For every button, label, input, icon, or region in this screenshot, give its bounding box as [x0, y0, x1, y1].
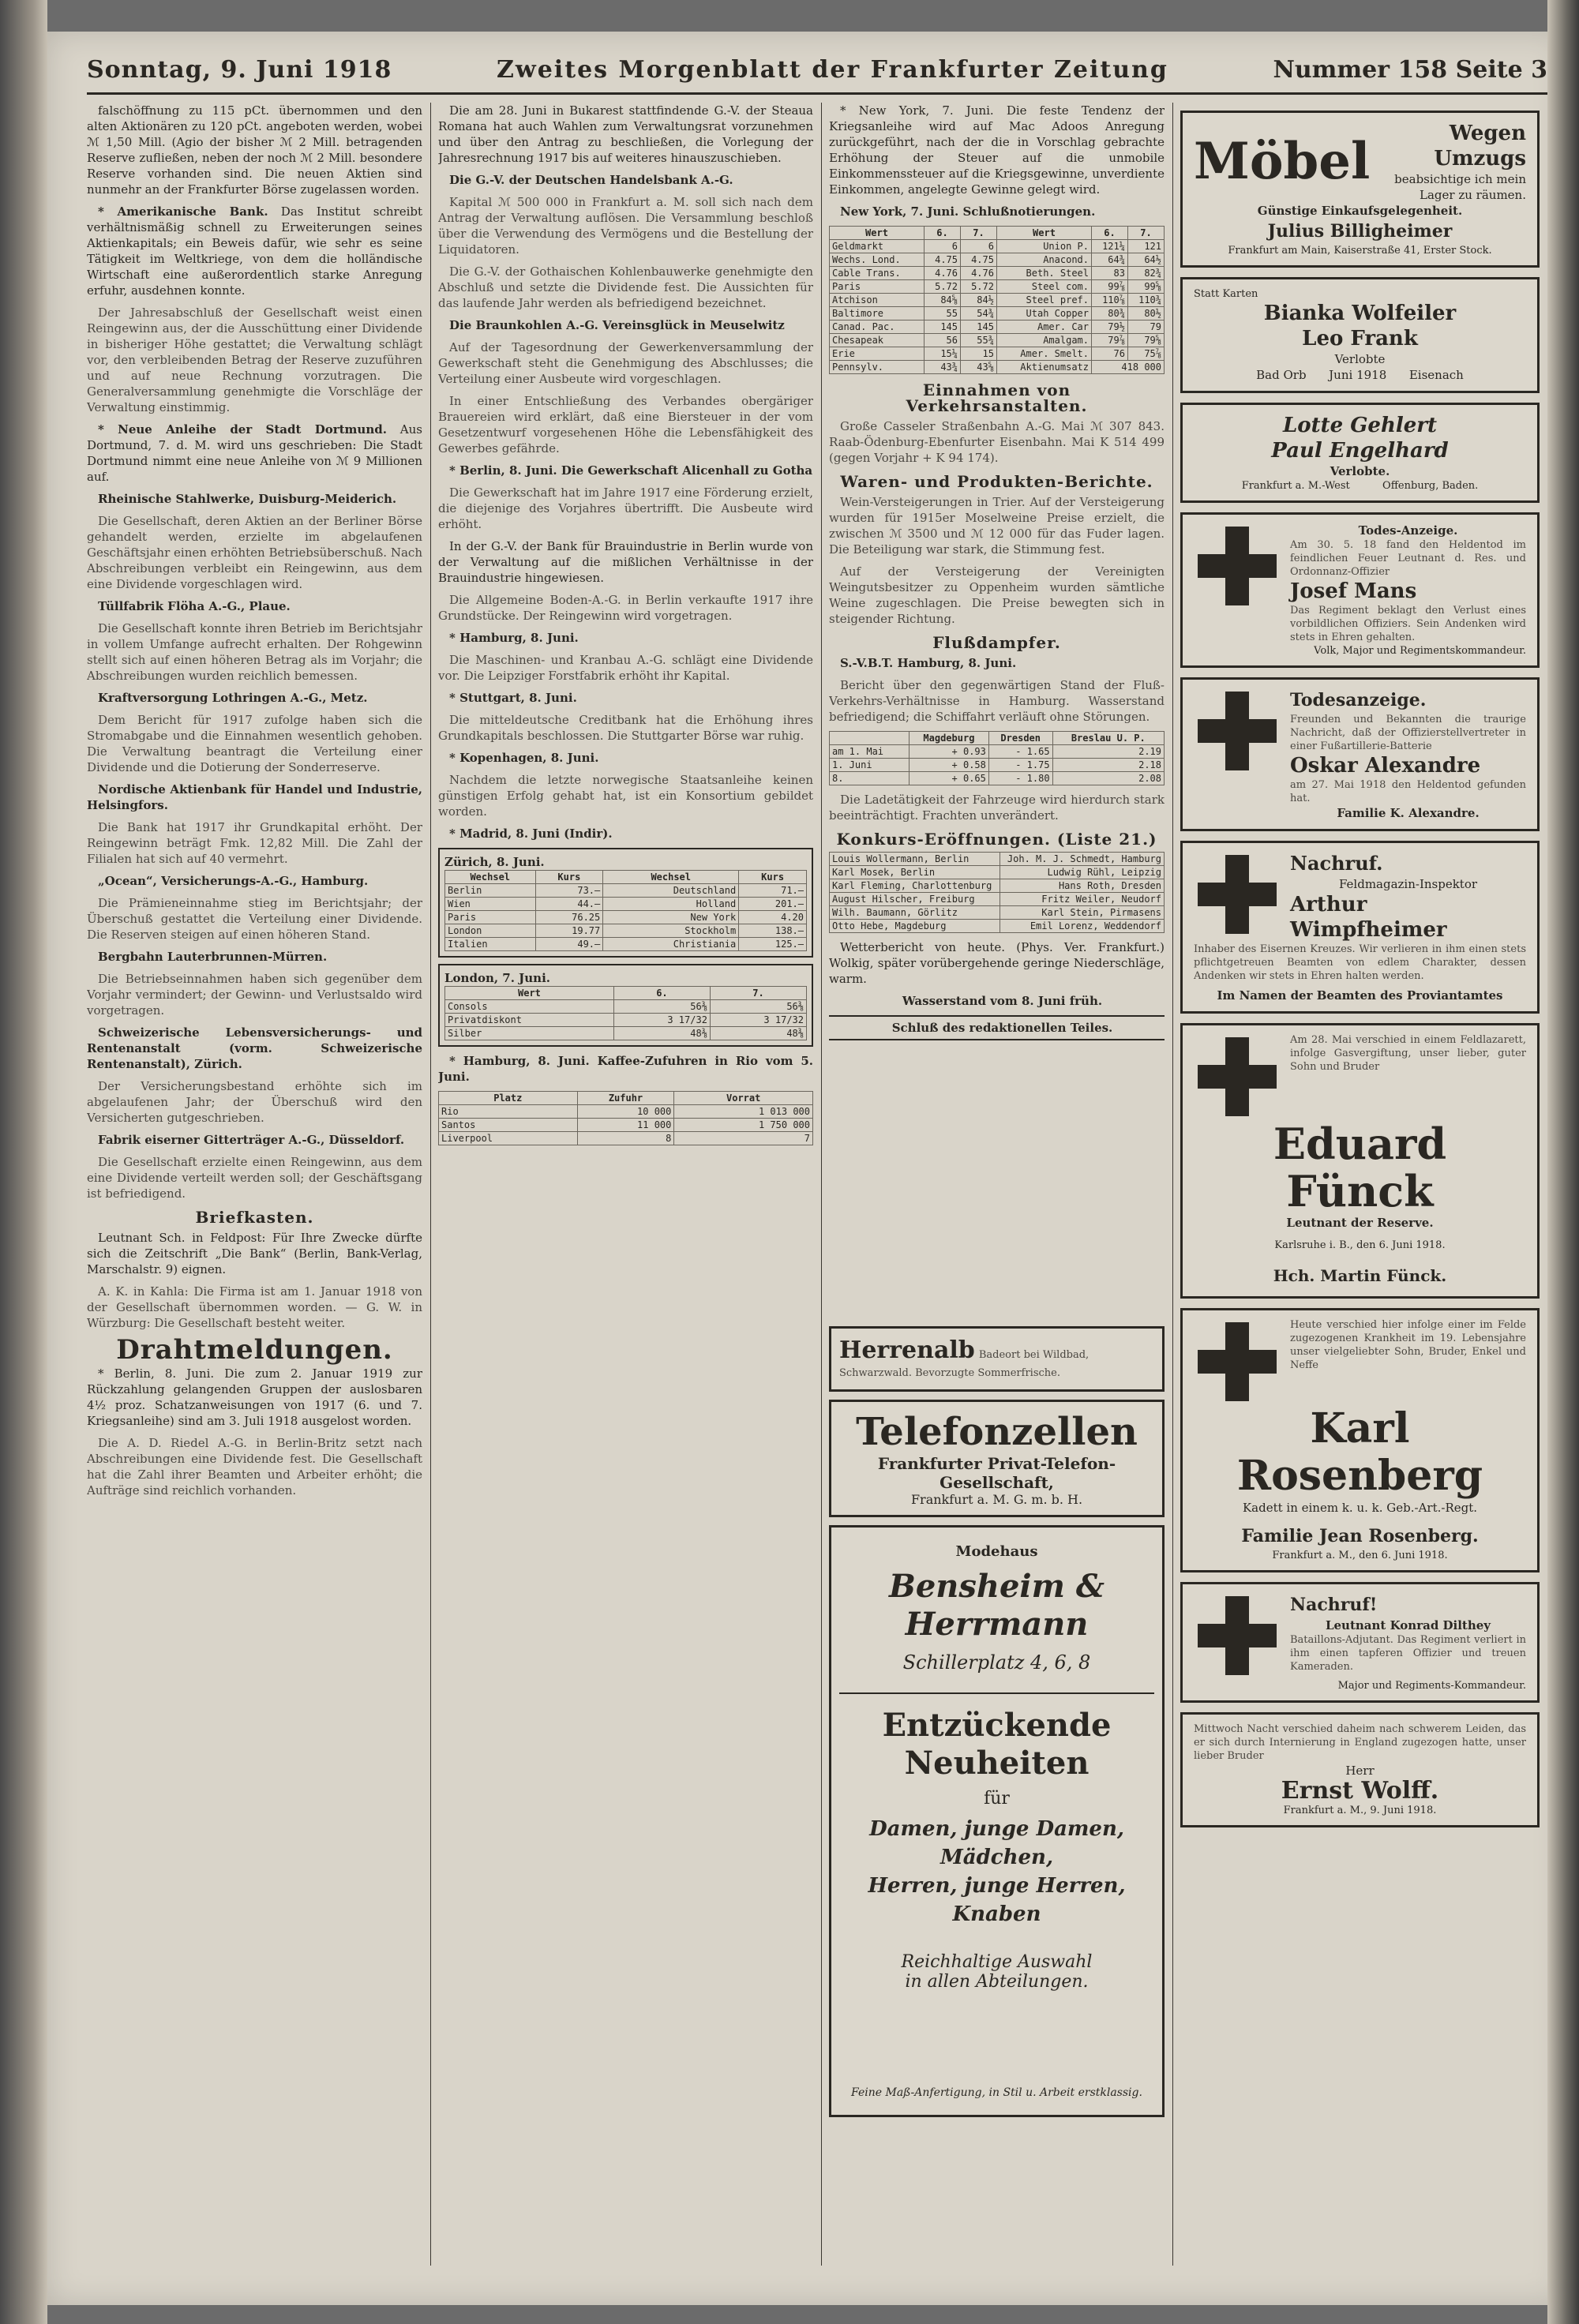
article-text-illegible: Auf der Versteigerung der Vereinigten Weingutsbesitzer zu Oppenheim wurden sämtliche Weine zugeschlagen. Die Preise bewegten sich in steigender Richtung.: [829, 564, 1165, 626]
article-text: falschöffnung zu 115 pCt. übernommen und den alten Aktionären zu 120 pCt. angeboten werden, wobei ℳ 1,50 Mill. (Agio der bisher ℳ 2 Mill. betragenden Reserve zufließen, neben der noch ℳ 2 Mill. besondere Reserve vorhanden sind. Die neuen Aktien sind nunmehr an der Frankfurter Börse zugelassen worden.: [87, 103, 422, 197]
ad-mode-line2: Herren, junge Herren, Knaben: [868, 1874, 1126, 1926]
article-heading: * Berlin, 8. Juni. Die Gewerkschaft Alicenhall zu Gotha: [449, 463, 813, 478]
article-text-illegible: Die Ladetätigkeit der Fahrzeuge wird hierdurch stark beeinträchtigt. Frachten unverändert.: [829, 793, 1165, 823]
article-heading: Fabrik eiserner Gitterträger A.-G., Düsseldorf.: [98, 1133, 405, 1147]
iron-cross-icon: [1194, 851, 1281, 938]
article-text-illegible: Die Bank hat 1917 ihr Grundkapital erhöht. Der Reingewinn beträgt Fmk. 12,82 Mill. Die Zahl der Filialen hat sich auf 40 vermehrt.: [87, 820, 422, 866]
article-text-illegible: Die Prämieneinnahme stieg im Berichtsjahr; der Überschuß gestattet die Verteilung einer Dividende. Die Reserven steigen auf einen höheren Stand.: [87, 896, 422, 942]
verlobung-groom: Paul Engelhard: [1271, 439, 1449, 463]
table-cell: 8.: [830, 772, 910, 785]
left-binding-edge: [0, 0, 47, 2324]
ad-mode-footer: Feine Maß-Anfertigung, in Stil u. Arbeit erstklassig.: [851, 2086, 1142, 2099]
column-rule: [821, 103, 822, 2266]
bankruptcy-table: Louis Wollermann, Berlin Joh. M. J. Schmedt, Hamburg Karl Mosek, Berlin Ludwig Rühl, Leipzig Karl Fleming, Charlottenburg Hans Roth, Dresden August Hilscher, Freiburg Fritz Weiler, Neudorf Wilh. Baumann, Görlitz Karl Stein, Pirmasens Otto Hebe, Magdeburg Emil Lorenz, Weddendorf: [829, 852, 1165, 933]
obit-title: Nachruf.: [1290, 852, 1383, 875]
article-text: * New York, 7. Juni. Die feste Tendenz der Kriegsanleihe wird auf Mac Adoos Anregung zurückgeführt, nach der die in Vorschlag gebrachte Erhöhung der Steuer auf die unmobile Einkommenssteuer auf die Kriegsgewinne, unverdiente Einkommen, angelegte Gewinne gelegt wird.: [829, 103, 1165, 197]
table-header-cell: Dresden: [988, 732, 1052, 745]
ad-bensheim-herrmann: [829, 1525, 1165, 2117]
article-text: In der G.-V. der Bank für Brauindustrie in Berlin wurde von der Verwaltung auf die mißlichen Verhältnisse in der Brauindustrie hingewiesen.: [438, 539, 813, 585]
ad-moebel-address: Frankfurt am Main, Kaiserstraße 41, Erster Stock.: [1228, 245, 1492, 257]
table-cell: - 1.75: [988, 759, 1052, 772]
ad-moebel-sub1: Wegen Umzugs: [1434, 122, 1526, 171]
article-text-illegible: Kapital ℳ 500 000 in Frankfurt a. M. soll sich nach dem Antrag der Verwaltung auflösen. Die Versammlung beschloß über die Verwendung des Vermögens und die Bestellung der Liquidatoren.: [438, 195, 813, 257]
obit-text-illegible: Inhaber des Eisernen Kreuzes. Wir verlieren in ihm einen stets pflichtgetreuen Beamten von edlem Charakter, dessen Andenken wir stets in Ehren halten werden.: [1194, 943, 1526, 982]
ad-mode-address: Schillerplatz 4, 6, 8: [902, 1651, 1091, 1674]
exchange-rates-table: Wechsel Kurs Wechsel Kurs Berlin 73.— Deutschland 71.— Wien 44.— Holland 201.— Paris 76.25 New York 4.20 London 19.77 Stockholm 138.— Italien 49.— Christiania 125.—: [444, 870, 807, 951]
middle-ads: [829, 1318, 1165, 2125]
ad-mode-for: für: [984, 1789, 1010, 1809]
newyork-stock-table: Wert 6. 7. Wert 6. 7. Geldmarkt 6 6 Union P. 121¼ 121 Wechs. Lond. 4.75 4.75 Anacond. 64¾ 64½ Cable Trans. 4.76 4.76 Beth. Steel 83 82¾ Paris 5.72 5.72 Steel com. 99⅞ 99⅝ Atchison 84⅝ 84½ Steel pref. 110⅞ 110¾ Baltimore 55 54¾ Utah Copper 80¾ 80½ Canad. Pac. 145 145 Amer. Car 79½ 79 Chesapeak 56 55¾ Amalgam. 79⅞ 79⅝ Erie 15¼ 15 Amer. Smelt. 76 75⅞ Pennsylv. 43¾ 43⅝ Aktienumsatz 418 000: [829, 226, 1165, 374]
obit-signature: Major und Regiments-Kommandeur.: [1337, 1680, 1526, 1692]
article-text: * Berlin, 8. Juni. Die zum 2. Januar 1919 zur Rückzahlung gelangenden Gruppen der auslosbaren 4½ proz. Schatzanweisungen von 1917 (6. und 7. Kriegsanleihe) sind am 3. Juli 1918 ausgelost worden.: [87, 1366, 422, 1428]
obit-signature: Familie Jean Rosenberg.: [1241, 1526, 1479, 1546]
obit-name: Leutnant Konrad Dilthey: [1325, 1618, 1491, 1632]
iron-cross-icon: [1194, 1592, 1281, 1679]
ad-todes-wolff: [1180, 1712, 1540, 1827]
article-heading: Nordische Aktienbank für Handel und Industrie, Helsingfors.: [87, 782, 422, 812]
article-heading: S.-V.B.T. Hamburg, 8. Juni.: [840, 656, 1017, 670]
table-cell: + 0.58: [909, 759, 988, 772]
article-text: Leutnant Sch. in Feldpost: Für Ihre Zwecke dürfte sich die Zeitschrift „Die Bank“ (Berlin, Bank-Verlag, Marschalstr. 9) eignen.: [87, 1231, 422, 1276]
article-heading: * Stuttgart, 8. Juni.: [449, 691, 577, 705]
ad-todes-mans: [1180, 512, 1540, 668]
obit-title: Todesanzeige.: [1290, 690, 1427, 710]
verlobung-lead: Statt Karten: [1194, 288, 1258, 300]
obit-title: Todes-Anzeige.: [1358, 523, 1458, 538]
paper-title: Zweites Morgenblatt der Frankfurter Zeitung: [497, 56, 1168, 84]
article-text-illegible: In einer Entschließung des Verbandes obergäriger Brauereien wird erklärt, daß eine Biersteuer in der vom Gesetzentwurf vorgesehenen Höhe die Lebensfähigkeit des Gewerbes gefährde.: [438, 394, 813, 455]
article-heading: Bergbahn Lauterbrunnen-Mürren.: [98, 950, 328, 964]
ad-telefon-address: Frankfurt a. M. G. m. b. H.: [910, 1492, 1083, 1507]
verlobung-place: Frankfurt a. M.-West Offenburg, Baden.: [1241, 480, 1479, 492]
weather-report: Wetterbericht von heute. (Phys. Ver. Frankfurt.) Wolkig, später vorübergehende geringe Niederschläge, warm.: [829, 940, 1165, 986]
section-heading: Flußdampfer.: [932, 633, 1061, 652]
article-heading: * Madrid, 8. Juni (Indir).: [449, 827, 613, 841]
iron-cross-icon: [1194, 688, 1281, 774]
iron-cross-icon: [1194, 523, 1281, 609]
column-finance-2: [438, 103, 813, 2266]
article-heading: Tüllfabrik Flöha A.-G., Plaue.: [98, 599, 291, 613]
ad-moebel-name: Julius Billigheimer: [1267, 221, 1453, 242]
obit-place: Karlsruhe i. B., den 6. Juni 1918.: [1274, 1239, 1446, 1251]
article-heading: Die Braunkohlen A.-G. Vereinsglück in Meuselwitz: [449, 318, 785, 332]
obit-signature: Volk, Major und Regimentskommandeur.: [1314, 645, 1526, 657]
article-text-illegible: Große Casseler Straßenbahn A.-G. Mai ℳ 307 843. Raab-Ödenburg-Ebenfurter Eisenbahn. Mai K 514 499 (gegen Vorjahr + K 94 174).: [829, 419, 1165, 465]
ad-moebel: [1180, 111, 1540, 268]
article-text-illegible: Die Maschinen- und Kranbau A.-G. schlägt eine Dividende vor. Die Leipziger Forstfabrik erhöht ihr Kapital.: [438, 653, 813, 683]
article-heading: * Hamburg, 8. Juni.: [449, 631, 579, 645]
obit-rank: Feldmagazin-Inspektor: [1338, 877, 1478, 891]
ad-mode-line1: Damen, junge Damen, Mädchen,: [869, 1817, 1124, 1869]
verlobung-groom: Leo Frank: [1302, 327, 1418, 350]
article-text-illegible: Der Jahresabschluß der Gesellschaft weist einen Reingewinn aus, der die Ausschüttung einer Dividende in bisheriger Höhe gestattet; die Verwaltung schlägt vor, den verbleibenden Betrag der Reserve zuzuführen und auf neue Rechnung vorzutragen. Die Generalversammlung genehmigte die Vorschläge der Verwaltung einstimmig.: [87, 305, 422, 414]
ads-column: [1180, 111, 1540, 1837]
right-binding-edge: [1547, 0, 1579, 2324]
article-text-illegible: Auf der Tagesordnung der Gewerkenversammlung der Gewerkschaft steht die Genehmigung des Abschlusses; die Verteilung einer Ausbeute wird vorgeschlagen.: [438, 340, 813, 386]
ad-herrenalb-title: Herrenalb: [839, 1336, 975, 1364]
obit-text-illegible: Am 28. Mai verschied in einem Feldlazarett, infolge Gasvergiftung, unser lieber, guter Sohn und Bruder: [1290, 1034, 1526, 1073]
table-cell: - 1.65: [988, 745, 1052, 759]
obit-text-illegible: Heute verschied hier infolge einer im Felde zugezogenen Krankheit im 19. Lebensjahre unser vielgeliebter Sohn, Bruder, Enkel und Neffe: [1290, 1319, 1526, 1371]
obit-text-illegible: Am 30. 5. 18 fand den Heldentod im feindlichen Feuer Leutnant d. Res. und Ordonnanz-Offizier: [1290, 539, 1526, 578]
article-heading: Die G.-V. der Deutschen Handelsbank A.-G.: [449, 173, 733, 187]
table-cell: am 1. Mai: [830, 745, 910, 759]
verlobung-label: Verlobte.: [1330, 464, 1390, 478]
table-row: [830, 745, 1165, 759]
ad-moebel-sub2: beabsichtige ich mein Lager zu räumen.: [1394, 172, 1526, 202]
article-heading: * Kopenhagen, 8. Juni.: [449, 751, 599, 765]
ad-telefon-title: Telefonzellen: [856, 1410, 1138, 1454]
table-cell: 2.08: [1052, 772, 1164, 785]
article-text: Das Institut schreibt verhältnismäßig schnell zu Erweiterungen seines Aktienkapitals; ein Beweis dafür, wie sehr es seine Tätigkeit im Weltkriege, von dem die holländische Wirtschaft eine außerordentlich starke Anregung erfuhr, ausdehnen konnte.: [87, 204, 422, 298]
iron-cross-icon: [1194, 1033, 1281, 1120]
issue-date: Sonntag, 9. Juni 1918: [87, 56, 392, 84]
obit-signature: Im Namen der Beamten des Proviantamtes: [1217, 988, 1503, 1003]
obit-lead: Herr: [1345, 1764, 1375, 1778]
article-text-illegible: Die Gesellschaft erzielte einen Reingewinn, aus dem eine Dividende verteilt werden soll; der Geschäftsgang ist befriedigend.: [87, 1155, 422, 1201]
article-text-illegible: Die Betriebseinnahmen haben sich gegenüber dem Vorjahr vermindert; der Gewinn- und Verlustsaldo wird vorgetragen.: [87, 972, 422, 1018]
exchange-table-zurich: [438, 848, 813, 958]
article-text-illegible: Der Versicherungsbestand erhöhte sich im abgelaufenen Jahr; der Überschuß wird den Versicherten gutgeschrieben.: [87, 1079, 422, 1125]
article-text-illegible: Dem Bericht für 1917 zufolge haben sich die Stromabgabe und die Einnahmen wesentlich gehoben. Die Verwaltung beantragt die Verteilung einer Dividende und die Dotierung der Sonderreserve.: [87, 713, 422, 774]
section-heading: Konkurs-Eröffnungen. (Liste 21.): [836, 830, 1157, 849]
verlobung-bride: Bianka Wolfeiler: [1263, 302, 1457, 325]
article-heading: * Hamburg, 8. Juni. Kaffee-Zufuhren in Rio vom 5. Juni.: [438, 1054, 813, 1084]
article-text-illegible: Die Allgemeine Boden-A.-G. in Berlin verkaufte 1917 ihre Grundstücke. Der Reingewinn wird vorgetragen.: [438, 593, 813, 623]
article-text-illegible: Die Gesellschaft, deren Aktien an der Berliner Börse gehandelt werden, erzielte im abgelaufenen Geschäftsjahr einen erhöhten Betriebsüberschuß. Nach Abschreibungen verbleibt ein Reingewinn, aus dem eine Dividende vorgeschlagen wird.: [87, 514, 422, 591]
coffee-table: Platz Zufuhr Vorrat Rio 10 000 1 013 000 Santos 11 000 1 750 000 Liverpool 8 7: [438, 1091, 813, 1145]
article-heading: Rheinische Stahlwerke, Duisburg-Meiderich.: [98, 492, 397, 506]
ad-moebel-title: Möbel: [1194, 132, 1371, 191]
masthead: [87, 47, 1547, 95]
table-cell: 1. Juni: [830, 759, 910, 772]
obit-name: Ernst Wolff.: [1281, 1777, 1439, 1805]
table-cell: - 1.80: [988, 772, 1052, 785]
obit-place: Frankfurt a. M., den 6. Juni 1918.: [1272, 1550, 1448, 1561]
obit-signature: Hch. Martin Fünck.: [1273, 1266, 1447, 1285]
ad-moebel-sub3: Günstige Einkaufsgelegenheit.: [1257, 204, 1463, 218]
obit-name: Eduard Fünck: [1273, 1119, 1447, 1216]
table-cell: + 0.65: [909, 772, 988, 785]
ad-todes-rosenberg: [1180, 1308, 1540, 1572]
table-cell: 2.18: [1052, 759, 1164, 772]
ad-todes-fuenck: [1180, 1023, 1540, 1299]
article-heading: * Neue Anleihe der Stadt Dortmund.: [98, 422, 387, 437]
ad-herrenalb: [829, 1326, 1165, 1392]
ad-mode-label: Modehaus: [955, 1543, 1038, 1560]
article-heading: „Ocean“, Versicherungs-A.-G., Hamburg.: [98, 874, 369, 888]
article-text-illegible: A. K. in Kahla: Die Firma ist am 1. Januar 1918 von der Gesellschaft übernommen worden. — G. W. in Würzburg: Die Gesellschaft besteht weiter.: [87, 1284, 422, 1330]
obit-name: Josef Mans: [1290, 579, 1417, 603]
column-rule: [430, 103, 431, 2266]
obit-place: Frankfurt a. M., 9. Juni 1918.: [1283, 1805, 1437, 1816]
section-heading: Waren- und Produkten-Berichte.: [840, 472, 1153, 491]
article-text-illegible: Die G.-V. der Gothaischen Kohlenbauwerke genehmigte den Abschluß und setzte die Dividende fest. Die Aussichten für das laufende Jahr werden als befriedigend bezeichnet.: [438, 264, 813, 310]
obit-text-illegible: Freunden und Bekannten die traurige Nachricht, daß der Offizierstellvertreter in einer Fußartillerie-Batterie: [1290, 714, 1526, 752]
section-heading: Einnahmen von Verkehrsanstalten.: [906, 380, 1088, 415]
article-text-illegible: Die A. D. Riedel A.-G. in Berlin-Britz setzt nach Abschreibungen eine Dividende fest. Die Gesellschaft hat die Zahl ihrer Beamten und Arbeiter erhöht; die Aufträge sind reichlich vorhanden.: [87, 1436, 422, 1497]
ad-mode-name: Bensheim & Herrmann: [889, 1568, 1105, 1643]
article-text-illegible: Die Gesellschaft konnte ihren Betrieb im Berichtsjahr in vollem Umfange aufrecht erhalten. Der Rohgewinn stellt sich auf einen höheren Betrag als im Vorjahr; die Abschreibungen wurden reichlich bemessen.: [87, 621, 422, 683]
ad-mode-headline: Entzückende Neuheiten: [882, 1707, 1112, 1782]
ad-telefonzellen: [829, 1400, 1165, 1517]
ad-telefon-sub: Frankfurter Privat-Telefon-Gesellschaft,: [877, 1454, 1116, 1492]
london-fonds-table: Wert 6. 7. Consols 56⅜ 56⅜ Privatdiskont 3 17/32 3 17/32 Silber 48⅜ 48⅜: [444, 986, 807, 1040]
table-row: [830, 772, 1165, 785]
verlobung-label: Verlobte: [1334, 352, 1386, 366]
ad-herrenalb-text: Badeort bei Wildbad, Schwarzwald. Bevorzugte Sommerfrische.: [839, 1349, 1090, 1379]
obit-name: Arthur Wimpfheimer: [1290, 893, 1447, 942]
ad-verlobung-gehlert: [1180, 403, 1540, 503]
column-rule: [1172, 103, 1173, 2266]
obit-signature: Familie K. Alexandre.: [1337, 806, 1480, 820]
article-text-illegible: Bericht über den gegenwärtigen Stand der Fluß-Verkehrs-Verhältnisse in Hamburg. Wasserstand befriedigend; die Schiffahrt verläuft ohne Störungen.: [829, 678, 1165, 724]
section-heading: Drahtmeldungen.: [116, 1334, 393, 1366]
table-header-cell: Magdeburg: [909, 732, 988, 745]
ad-mode-line4: in allen Abteilungen.: [905, 1972, 1089, 1992]
article-text-illegible: Die mitteldeutsche Creditbank hat die Erhöhung ihres Grundkapitals beschlossen. Die Stuttgarter Börse war ruhig.: [438, 713, 813, 743]
article-heading: Schweizerische Lebensversicherungs- und Rentenanstalt (vorm. Schweizerische Rentenanstalt), Zürich.: [87, 1025, 422, 1071]
obit-text-illegible: Mittwoch Nacht verschied daheim nach schwerem Leiden, das er sich durch Internierung in England zugezogen hatte, unser lieber Bruder: [1194, 1723, 1526, 1762]
ad-nachruf-dilthey: [1180, 1582, 1540, 1703]
obit-text-illegible: am 27. Mai 1918 den Heldentod gefunden hat.: [1290, 779, 1526, 804]
table-header-cell: [830, 732, 910, 745]
article-heading: * Amerikanische Bank.: [98, 204, 268, 219]
ad-mode-line3: Reichhaltige Auswahl: [901, 1952, 1093, 1972]
end-of-editorial: Schluß des redaktionellen Teiles.: [891, 1021, 1113, 1035]
obit-text-illegible: Bataillons-Adjutant. Das Regiment verliert in ihm einen tapferen Offizier und treuen Kameraden.: [1290, 1634, 1526, 1673]
article-text-illegible: Nachdem die letzte norwegische Staatsanleihe keinen günstigen Erfolg gehabt hat, ist ein Konsortium gebildet worden.: [438, 773, 813, 819]
page-number: Nummer 158 Seite 3: [1273, 56, 1547, 84]
ad-todes-alexandre: [1180, 677, 1540, 831]
water-level-heading: Wasserstand vom 8. Juni früh.: [902, 994, 1103, 1008]
obit-title: Nachruf!: [1290, 1595, 1378, 1615]
obit-rank: Leutnant der Reserve.: [1286, 1216, 1434, 1230]
verlobung-place: Bad Orb Juni 1918 Eisenach: [1256, 368, 1464, 382]
table-caption: London, 7. Juni.: [444, 971, 551, 985]
article-text: Aus Dortmund, 7. d. M. wird uns geschrieben: Die Stadt Dortmund nimmt eine neue Anleihe von ℳ 9 Millionen auf.: [87, 422, 422, 484]
obit-text-illegible: Das Regiment beklagt den Verlust eines vorbildlichen Offiziers. Sein Andenken wird stets in Ehren gehalten.: [1290, 605, 1526, 643]
table-caption: Zürich, 8. Juni.: [444, 855, 545, 869]
column-finance-1: [87, 103, 422, 2266]
iron-cross-icon: [1194, 1318, 1281, 1405]
ad-nachruf-wimpfheimer: [1180, 841, 1540, 1014]
article-heading: Kraftversorgung Lothringen A.-G., Metz.: [98, 691, 368, 705]
obit-name: Oskar Alexandre: [1290, 754, 1481, 778]
column-markets: [829, 103, 1165, 1303]
article-text: Die am 28. Juni in Bukarest stattfindende G.-V. der Steaua Romana hat auch Wahlen zum Verwaltungsrat vorzunehmen und über den Antrag zu beschließen, die Vorlegung der Jahresrechnung 1917 bis auf weiteres hinauszuschieben.: [438, 103, 813, 165]
article-text-illegible: Wein-Versteigerungen in Trier. Auf der Versteigerung wurden für 1915er Moselweine Preise erzielt, die zwischen ℳ 3500 und ℳ 12 000 für das Fuder lagen. Die Beteiligung war stark, die Stimmung fest.: [829, 495, 1165, 557]
ad-verlobung-wolfeiler: [1180, 277, 1540, 393]
article-text-illegible: Die Gewerkschaft hat im Jahre 1917 eine Förderung erzielt, die diejenige des Vorjahres übertrifft. Die Ausbeute wird erhöht.: [438, 485, 813, 531]
table-cell: 2.19: [1052, 745, 1164, 759]
section-heading: Briefkasten.: [195, 1208, 314, 1227]
table-row: [830, 759, 1165, 772]
table-cell: + 0.93: [909, 745, 988, 759]
obit-rank: Kadett in einem k. u. k. Geb.-Art.-Regt.: [1242, 1501, 1478, 1515]
verlobung-bride: Lotte Gehlert: [1282, 414, 1437, 437]
obit-name: Karl Rosenberg: [1236, 1404, 1483, 1500]
exchange-table-london: [438, 964, 813, 1047]
article-heading: New York, 7. Juni. Schlußnotierungen.: [840, 204, 1096, 219]
water-level-table: [829, 731, 1165, 785]
table-header-cell: Breslau U. P.: [1052, 732, 1164, 745]
